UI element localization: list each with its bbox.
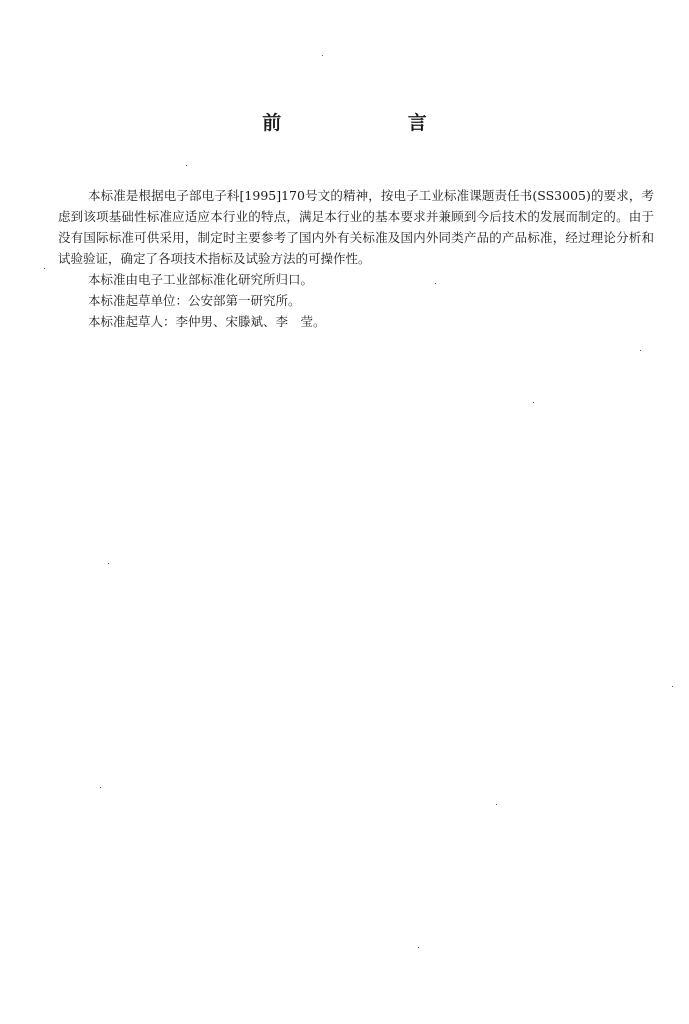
scan-speck <box>640 350 641 351</box>
foreword-body <box>58 185 654 332</box>
scan-speck <box>44 268 45 269</box>
scan-speck <box>108 563 109 564</box>
scan-speck <box>418 947 419 948</box>
scan-speck <box>672 686 673 687</box>
paragraph-drafters: 本标准起草人：李仲男、宋滕斌、李 莹。 <box>88 314 326 329</box>
page-title: 前 言 <box>262 112 487 134</box>
scan-speck <box>533 402 534 403</box>
paragraph-drafting-unit: 本标准起草单位：公安部第一研究所。 <box>88 293 301 308</box>
scan-speck <box>435 283 436 284</box>
scan-speck <box>100 787 101 788</box>
paragraph-intro: 本标准是根据电子部电子科[1995]170号文的精神，按电子工业标准课题责任书(SS3005)的要求，考虑到该项基础性标准应适应本行业的特点，满足本行业的基本要求并兼顾到今后技术的发展而制定的。由于没有国际标准可供采用，制定时主要参考了国内外有关标准及国内外同类产品的产品标准，经过理论分析和试验验证，确定了各项技术指标及试验方法的可操作性。 <box>58 188 654 266</box>
paragraph-administered-by: 本标准由电子工业部标准化研究所归口。 <box>88 272 314 287</box>
scan-speck <box>186 165 187 166</box>
scan-speck <box>496 804 497 805</box>
scan-speck <box>322 55 323 56</box>
